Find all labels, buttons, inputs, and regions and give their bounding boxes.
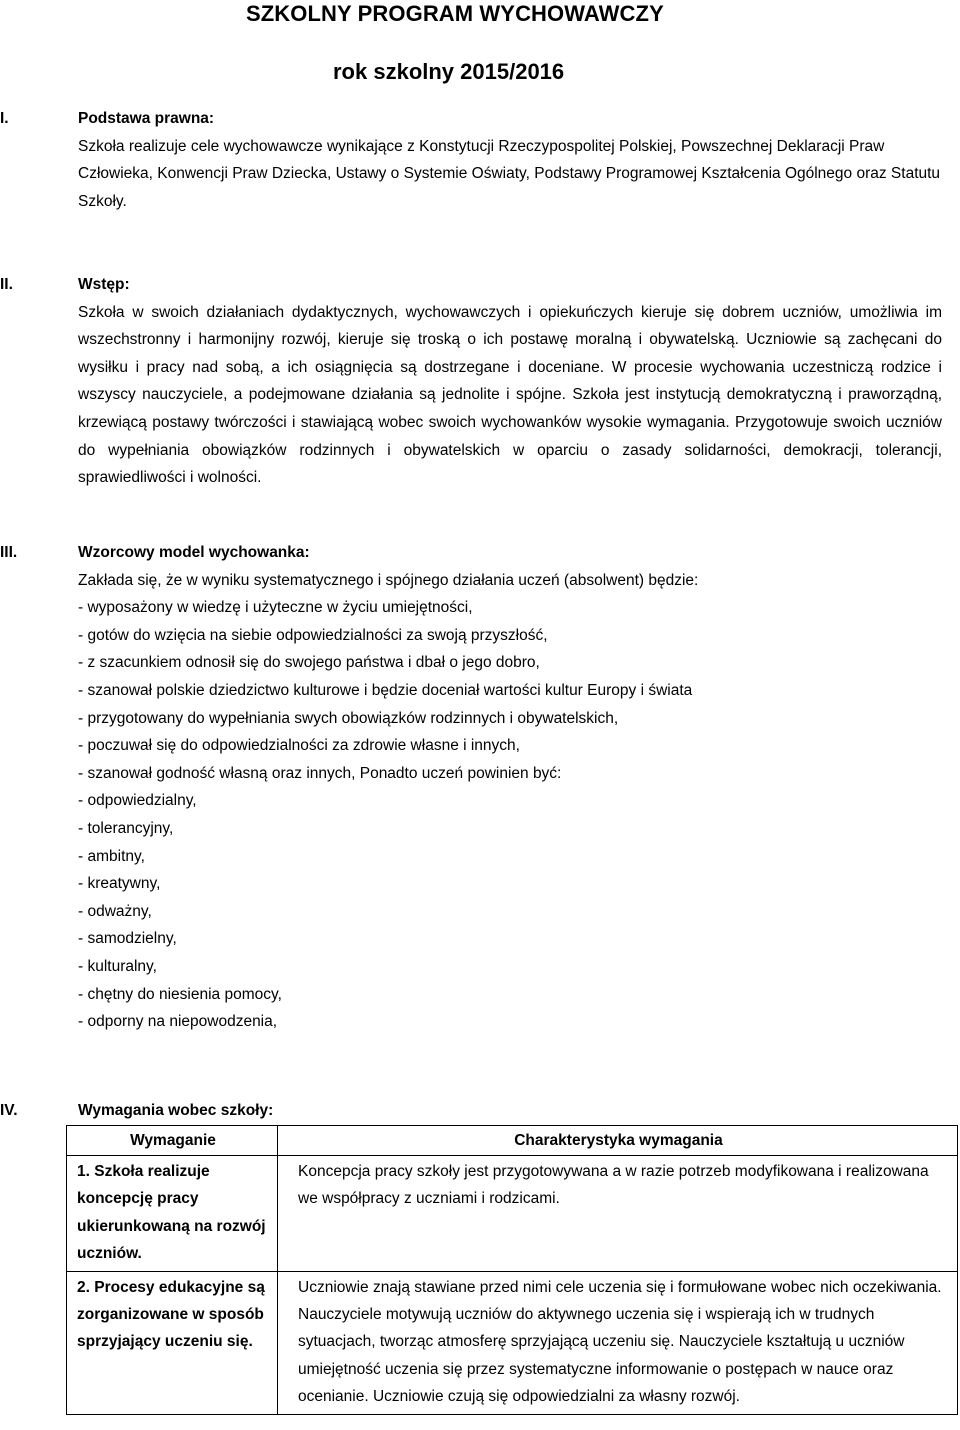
section-3-intro: Zakłada się, że w wyniku systematycznego i spójnego działania uczeń (absolwent) będzie: [78,571,699,589]
list-item: - z szacunkiem odnosił się do swojego państwa i dbał o jego dobro, [78,654,540,672]
document-title: SZKOLNY PROGRAM WYCHOWAWCZY [246,1,664,26]
section-2-heading: Wstęp: [78,276,130,293]
school-year: rok szkolny 2015/2016 [333,59,565,84]
list-item: - samodzielny, [78,930,177,948]
list-item: - ambitny, [78,847,145,865]
section-3-number: III. [0,544,18,561]
column-header-description: Charakterystyka wymagania [278,1126,958,1156]
list-item: - odpowiedzialny, [78,792,197,810]
requirement-cell: 2. Procesy edukacyjne są zorganizowane w sposób sprzyjający uczeniu się. [67,1272,278,1415]
section-3 [78,539,942,1036]
graduate-traits-list [78,594,942,1036]
list-item: - chętny do niesienia pomocy, [78,985,282,1003]
section-2 [78,271,942,492]
section-4-number: IV. [0,1102,18,1119]
list-item: - odważny, [78,902,152,920]
description-cell: Koncepcja pracy szkoły jest przygotowywana a w razie potrzeb modyfikowana i realizowana we współpracy z uczniami i rodzicami. [278,1156,958,1272]
requirements-table [66,1125,958,1415]
list-item: - wyposażony w wiedzę i użyteczne w życiu umiejętności, [78,599,473,617]
section-3-heading: Wzorcowy model wychowanka: [78,544,310,561]
description-cell: Uczniowie znają stawiane przed nimi cele uczenia się i formułowane wobec nich oczekiwania. Nauczyciele motywują uczniów do aktywnego uczenia się i wspierają ich w trudnych sytuacjach, tworząc atmosferę sprzyjającą uczeniu się. Nauczyciele kształtują u uczniów umiejętność uczenia się przez systematyczne informowanie o postępach w nauce oraz ocenianie. Uczniowie czują się odpowiedzialni za własny rozwój. [278,1272,958,1415]
list-item: - kreatywny, [78,875,161,893]
table-row [67,1156,958,1272]
section-1-heading: Podstawa prawna: [78,110,215,127]
section-2-text: Szkoła w swoich działaniach dydaktycznych, wychowawczych i opiekuńczych kieruje się dobrem uczniów, umożliwia im wszechstronny i harmonijny rozwój, kieruje się troską o ich postawę moralną i obywatelską. Uczniowie są zachęcani do wysiłku i pracy nad sobą, a ich osiągnięcia są dostrzegane i doceniane. W procesie wychowania uczestniczą rodzice i wszyscy nauczyciele, a podejmowane działania są jednolite i spójne. Szkoła jest instytucją demokratyczną i praworządną, krzewiącą postawy twórczości i stawiającą wobec swoich wychowanków wysokie wymagania. Przygotowuje swoich uczniów do wypełniania obowiązków rodzinnych i obywatelskich w oparciu o zasady solidarności, demokracji, tolerancji, sprawiedliwości i wolności. [78,303,942,487]
list-item: - kulturalny, [78,957,157,975]
list-item: - szanował godność własną oraz innych, Ponadto uczeń powinien być: [78,764,562,782]
section-4 [78,1097,942,1125]
section-1-number: I. [0,110,9,127]
list-item: - poczuwał się do odpowiedzialności za zdrowie własne i innych, [78,737,520,755]
section-1 [78,105,942,215]
section-1-text: Szkoła realizuje cele wychowawcze wynikające z Konstytucji Rzeczypospolitej Polskiej, Powszechnej Deklaracji Praw Człowieka, Konwencji Praw Dziecka, Ustawy o Systemie Oświaty, Podstawy Programowej Kształcenia Ogólnego oraz Statutu Szkoły. [78,137,941,210]
section-4-heading: Wymagania wobec szkoły: [78,1102,274,1119]
table-row [67,1272,958,1415]
column-header-requirement: Wymaganie [67,1126,278,1156]
table-header-row [67,1126,958,1156]
requirement-cell: 1. Szkoła realizuje koncepcję pracy ukierunkowaną na rozwój uczniów. [67,1156,278,1272]
list-item: - przygotowany do wypełniania swych obowiązków rodzinnych i obywatelskich, [78,709,619,727]
list-item: - odporny na niepowodzenia, [78,1013,278,1031]
list-item: - tolerancyjny, [78,819,174,837]
section-2-number: II. [0,276,13,293]
list-item: - gotów do wzięcia na siebie odpowiedzialności za swoją przyszłość, [78,626,548,644]
list-item: - szanował polskie dziedzictwo kulturowe i będzie doceniał wartości kultur Europy i świata [78,681,693,699]
